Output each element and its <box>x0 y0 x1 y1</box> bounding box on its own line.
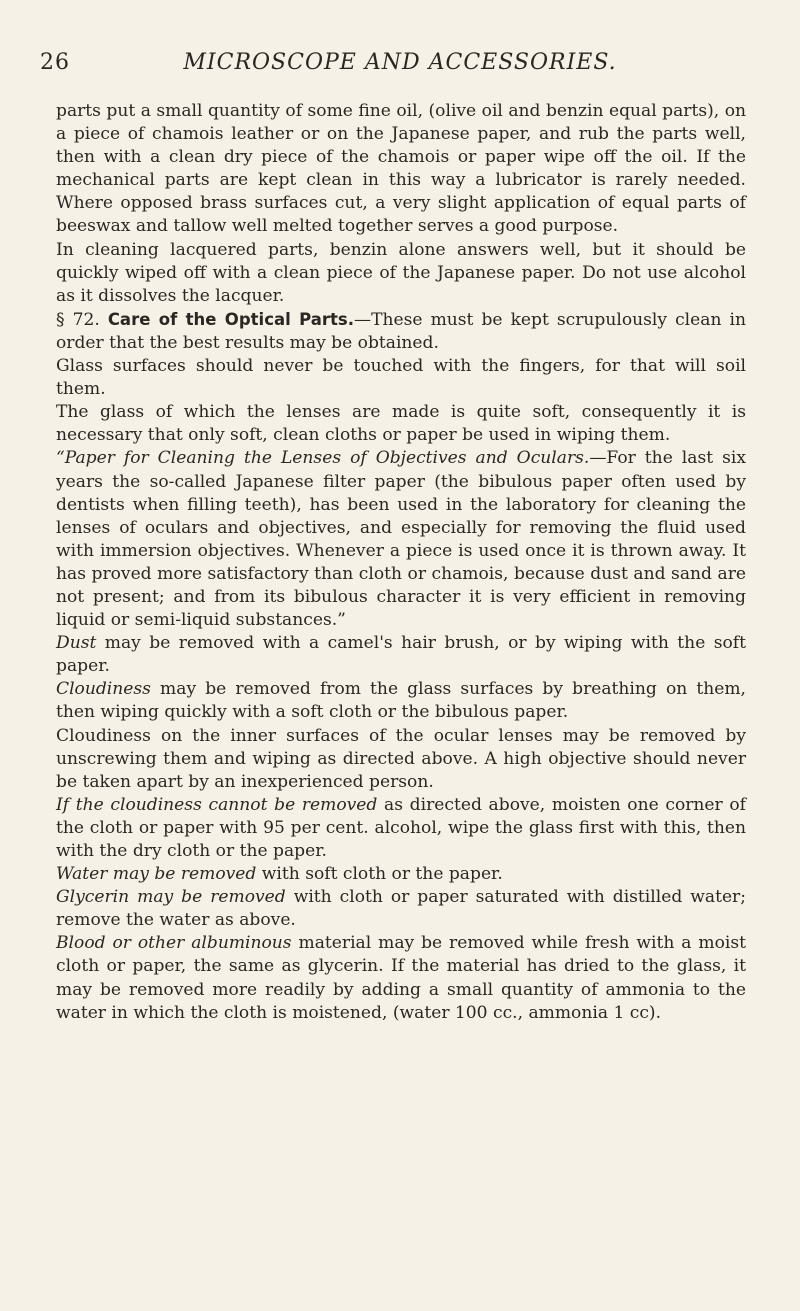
running-title: MICROSCOPE AND ACCESSORIES. <box>183 50 617 75</box>
paragraph-text: —For the last six years the so-called Japanese filter paper (the bibulous paper often used by dentists when filling teeth), has been used in the laboratory for cleaning the lenses of oculars and objectives, and especially for removing the fluid used with immersion objectives. Whenever a piece is used once it is thrown away. It has proved more satisfactory than cloth or chamois, because dust and sand are not present; and from its bibulous character it is very efficient in removing liquid or semi-liquid substances.” <box>56 448 746 631</box>
paragraph <box>56 863 746 886</box>
paragraph <box>56 678 746 724</box>
paragraph-text: —These must be kept scrupulously clean in order that the best results may be obtained. <box>56 309 746 353</box>
paragraph: parts put a small quantity of some fine oil, (olive oil and benzin equal parts), on a piece of chamois leather or on the Japanese paper, and rub the parts well, then with a clean dry piece of the chamois or paper wipe off the oil. If the mechanical parts are kept clean in this way a lubricator is rarely needed. Where opposed brass surfaces cut, a very slight application of equal parts of beeswax and tallow well melted together serves a good purpose. <box>56 101 746 237</box>
paragraph-text: as directed above, moisten one corner of the cloth or paper with 95 per cent. alcohol, wipe the glass first with this, then with the dry cloth or the paper. <box>56 794 746 861</box>
page-header <box>40 50 760 84</box>
italic-term: Dust <box>56 633 97 654</box>
paragraph <box>56 794 746 863</box>
section-heading: Care of the Optical Parts. <box>107 309 355 329</box>
italic-term: Glycerin may be removed <box>56 887 286 908</box>
italic-heading: “Paper for Cleaning the Lenses of Objectives and Oculars. <box>56 448 590 469</box>
body-text <box>56 100 746 1025</box>
paragraph: The glass of which the lenses are made is quite soft, consequently it is necessary that only soft, clean cloths or paper be used in wiping them. <box>56 402 746 446</box>
page-number: 26 <box>40 50 70 75</box>
paragraph: Cloudiness on the inner surfaces of the ocular lenses may be removed by unscrewing them and wiping as directed above. A high objective should never be taken apart by an inexperienced person. <box>56 725 746 792</box>
section-paragraph <box>56 308 746 355</box>
paragraph-text: may be removed from the glass surfaces by breathing on them, then wiping quickly with a soft cloth or the bibulous paper. <box>56 679 746 723</box>
italic-term: Blood or other albuminous <box>56 933 292 954</box>
paragraph-text: may be removed with a camel's hair brush, or by wiping with the soft paper. <box>56 633 746 677</box>
paragraph: In cleaning lacquered parts, benzin alone answers well, but it should be quickly wiped off with a clean piece of the Japanese paper. Do not use alcohol as it dissolves the lacquer. <box>56 239 746 306</box>
italic-term: Cloudiness <box>56 679 151 700</box>
paragraph <box>56 932 746 1024</box>
italic-term: Water may be removed <box>56 864 257 885</box>
paragraph: Glass surfaces should never be touched with the fingers, for that will soil them. <box>56 356 746 400</box>
paragraph <box>56 886 746 932</box>
paragraph-text: with cloth or paper saturated with distilled water; remove the water as above. <box>56 887 746 931</box>
paragraph <box>56 632 746 678</box>
paragraph-text: material may be removed while fresh with a moist cloth or paper, the same as glycerin. If the material has dried to the glass, it may be removed more readily by adding a small quantity of ammonia to the water in which the cloth is moistened, (water 100 cc., ammonia 1 cc). <box>56 933 746 1023</box>
quoted-paragraph <box>56 447 746 632</box>
section-number: § 72. <box>56 309 100 330</box>
paragraph-text: with soft cloth or the paper. <box>256 864 503 885</box>
italic-term: If the cloudiness cannot be removed <box>56 794 378 815</box>
